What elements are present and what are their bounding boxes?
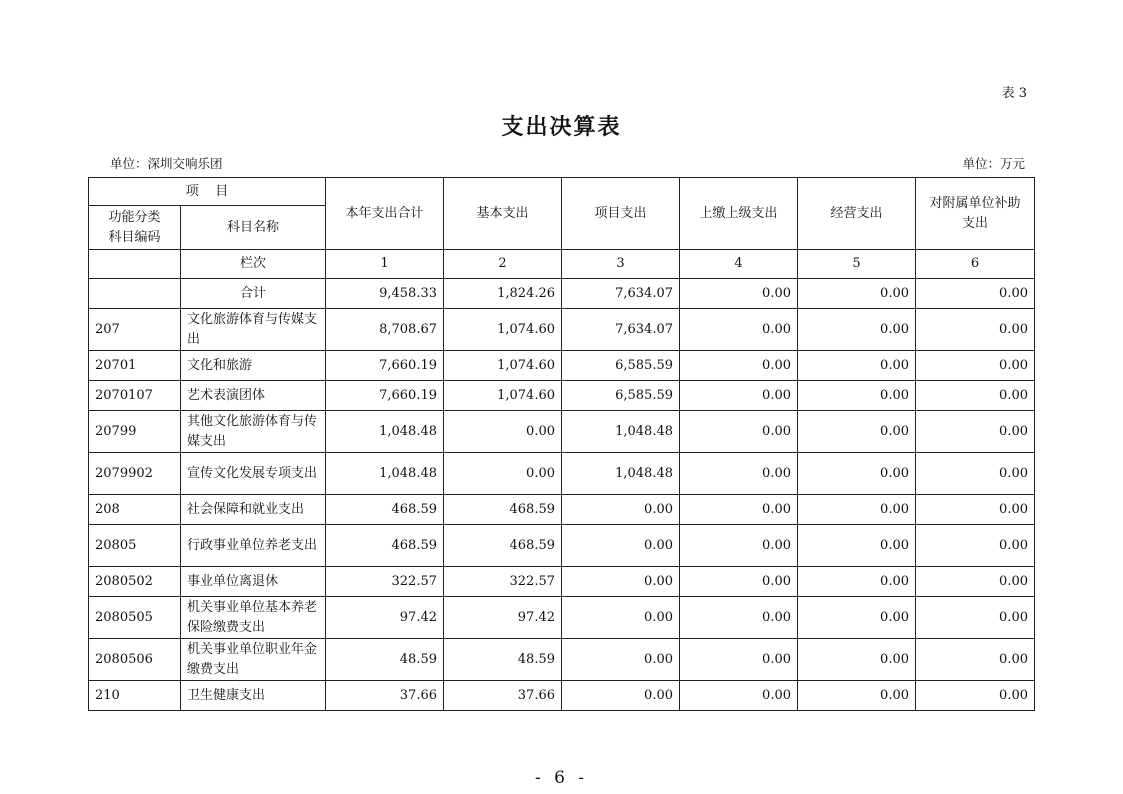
- header-col-num: 4: [680, 250, 798, 279]
- cell-value: 1,074.60: [444, 351, 562, 381]
- cell-value: 0.00: [916, 597, 1035, 639]
- header-col-num: 3: [562, 250, 680, 279]
- cell-value: 97.42: [444, 597, 562, 639]
- cell-value: 0.00: [916, 681, 1035, 711]
- cell-code: 20701: [89, 351, 181, 381]
- cell-value: 0.00: [680, 567, 798, 597]
- cell-value: 0.00: [562, 567, 680, 597]
- cell-value: 0.00: [798, 279, 916, 309]
- cell-value: 7,660.19: [326, 381, 444, 411]
- table-row: [89, 309, 1035, 351]
- cell-value: 468.59: [326, 495, 444, 525]
- cell-value: 0.00: [680, 495, 798, 525]
- cell-value: 0.00: [916, 567, 1035, 597]
- table-row: [89, 351, 1035, 381]
- table-row: [89, 567, 1035, 597]
- cell-value: 322.57: [326, 567, 444, 597]
- cell-value: 0.00: [916, 309, 1035, 351]
- table-body: [89, 279, 1035, 711]
- cell-value: 0.00: [562, 525, 680, 567]
- table-row: [89, 279, 1035, 309]
- header-code: 功能分类 科目编码: [89, 206, 181, 250]
- cell-code: 2080502: [89, 567, 181, 597]
- cell-value: 48.59: [326, 639, 444, 681]
- cell-value: 0.00: [798, 381, 916, 411]
- cell-code: 2070107: [89, 381, 181, 411]
- cell-value: 1,048.48: [326, 453, 444, 495]
- cell-value: 0.00: [562, 681, 680, 711]
- header-operate: 经营支出: [798, 178, 916, 250]
- cell-value: 0.00: [798, 309, 916, 351]
- cell-value: 0.00: [444, 411, 562, 453]
- cell-value: 0.00: [680, 279, 798, 309]
- header-subsidy: 对附属单位补助 支出: [916, 178, 1035, 250]
- cell-value: 468.59: [326, 525, 444, 567]
- cell-name: 社会保障和就业支出: [181, 495, 326, 525]
- cell-value: 0.00: [798, 453, 916, 495]
- cell-value: 0.00: [562, 597, 680, 639]
- cell-value: 0.00: [798, 351, 916, 381]
- cell-value: 322.57: [444, 567, 562, 597]
- cell-value: 0.00: [916, 411, 1035, 453]
- cell-name: 事业单位离退休: [181, 567, 326, 597]
- cell-value: 0.00: [680, 453, 798, 495]
- cell-name: 宣传文化发展专项支出: [181, 453, 326, 495]
- cell-name: 机关事业单位职业年金缴费支出: [181, 639, 326, 681]
- cell-value: 37.66: [444, 681, 562, 711]
- cell-value: 0.00: [680, 681, 798, 711]
- cell-code: 2080506: [89, 639, 181, 681]
- table-number: 表 3: [1001, 86, 1027, 101]
- cell-value: 8,708.67: [326, 309, 444, 351]
- cell-value: 0.00: [562, 639, 680, 681]
- cell-value: 7,660.19: [326, 351, 444, 381]
- page-number: - 6 -: [534, 768, 589, 788]
- cell-value: 0.00: [916, 495, 1035, 525]
- cell-value: 0.00: [798, 525, 916, 567]
- cell-value: 48.59: [444, 639, 562, 681]
- cell-code: 208: [89, 495, 181, 525]
- header-item: 项 目: [89, 178, 326, 206]
- cell-value: 0.00: [680, 411, 798, 453]
- cell-value: 9,458.33: [326, 279, 444, 309]
- cell-value: 6,585.59: [562, 351, 680, 381]
- cell-value: 0.00: [916, 279, 1035, 309]
- cell-value: 37.66: [326, 681, 444, 711]
- cell-value: 0.00: [916, 525, 1035, 567]
- cell-value: 1,048.48: [562, 411, 680, 453]
- table-row: [89, 381, 1035, 411]
- cell-code: [89, 279, 181, 309]
- table-row: [89, 495, 1035, 525]
- table-row: [89, 681, 1035, 711]
- cell-value: 1,074.60: [444, 309, 562, 351]
- cell-value: 97.42: [326, 597, 444, 639]
- unit-currency: 单位：万元: [962, 156, 1025, 171]
- cell-value: 0.00: [916, 381, 1035, 411]
- header-col-label: 栏次: [181, 250, 326, 279]
- cell-value: 0.00: [680, 597, 798, 639]
- cell-name: 文化和旅游: [181, 351, 326, 381]
- cell-name: 行政事业单位养老支出: [181, 525, 326, 567]
- header-project: 项目支出: [562, 178, 680, 250]
- cell-value: 0.00: [798, 639, 916, 681]
- header-col-num: 5: [798, 250, 916, 279]
- cell-code: 20799: [89, 411, 181, 453]
- cell-name: 艺术表演团体: [181, 381, 326, 411]
- cell-value: 0.00: [916, 351, 1035, 381]
- header-total: 本年支出合计: [326, 178, 444, 250]
- header-col-blank: [89, 250, 181, 279]
- cell-value: 1,074.60: [444, 381, 562, 411]
- table-row: [89, 639, 1035, 681]
- table-row: [89, 411, 1035, 453]
- expenditure-table: [88, 177, 1035, 711]
- cell-value: 7,634.07: [562, 279, 680, 309]
- cell-value: 1,048.48: [326, 411, 444, 453]
- cell-value: 1,048.48: [562, 453, 680, 495]
- header-upper: 上缴上级支出: [680, 178, 798, 250]
- table-row: [89, 453, 1035, 495]
- cell-value: 0.00: [680, 351, 798, 381]
- table-row: [89, 597, 1035, 639]
- cell-code: 2080505: [89, 597, 181, 639]
- cell-value: 0.00: [680, 309, 798, 351]
- cell-value: 7,634.07: [562, 309, 680, 351]
- cell-value: 0.00: [680, 381, 798, 411]
- cell-code: 210: [89, 681, 181, 711]
- cell-value: 468.59: [444, 525, 562, 567]
- cell-value: 0.00: [680, 639, 798, 681]
- page-title: 支出决算表: [501, 114, 622, 140]
- cell-name: 其他文化旅游体育与传媒支出: [181, 411, 326, 453]
- header-col-num: 1: [326, 250, 444, 279]
- cell-value: 1,824.26: [444, 279, 562, 309]
- cell-value: 468.59: [444, 495, 562, 525]
- cell-value: 0.00: [798, 411, 916, 453]
- cell-value: 0.00: [916, 639, 1035, 681]
- cell-value: 0.00: [798, 681, 916, 711]
- cell-name: 合计: [181, 279, 326, 309]
- header-basic: 基本支出: [444, 178, 562, 250]
- cell-code: 2079902: [89, 453, 181, 495]
- cell-name: 文化旅游体育与传媒支出: [181, 309, 326, 351]
- cell-value: 0.00: [562, 495, 680, 525]
- cell-code: 20805: [89, 525, 181, 567]
- cell-name: 卫生健康支出: [181, 681, 326, 711]
- header-col-num: 2: [444, 250, 562, 279]
- cell-name: 机关事业单位基本养老保险缴费支出: [181, 597, 326, 639]
- cell-value: 0.00: [798, 597, 916, 639]
- table-row: [89, 525, 1035, 567]
- cell-value: 0.00: [916, 453, 1035, 495]
- cell-value: 6,585.59: [562, 381, 680, 411]
- cell-value: 0.00: [444, 453, 562, 495]
- cell-code: 207: [89, 309, 181, 351]
- cell-value: 0.00: [680, 525, 798, 567]
- header-col-num: 6: [916, 250, 1035, 279]
- unit-organization: 单位：深圳交响乐团: [110, 156, 223, 171]
- cell-value: 0.00: [798, 495, 916, 525]
- header-name: 科目名称: [181, 206, 326, 250]
- cell-value: 0.00: [798, 567, 916, 597]
